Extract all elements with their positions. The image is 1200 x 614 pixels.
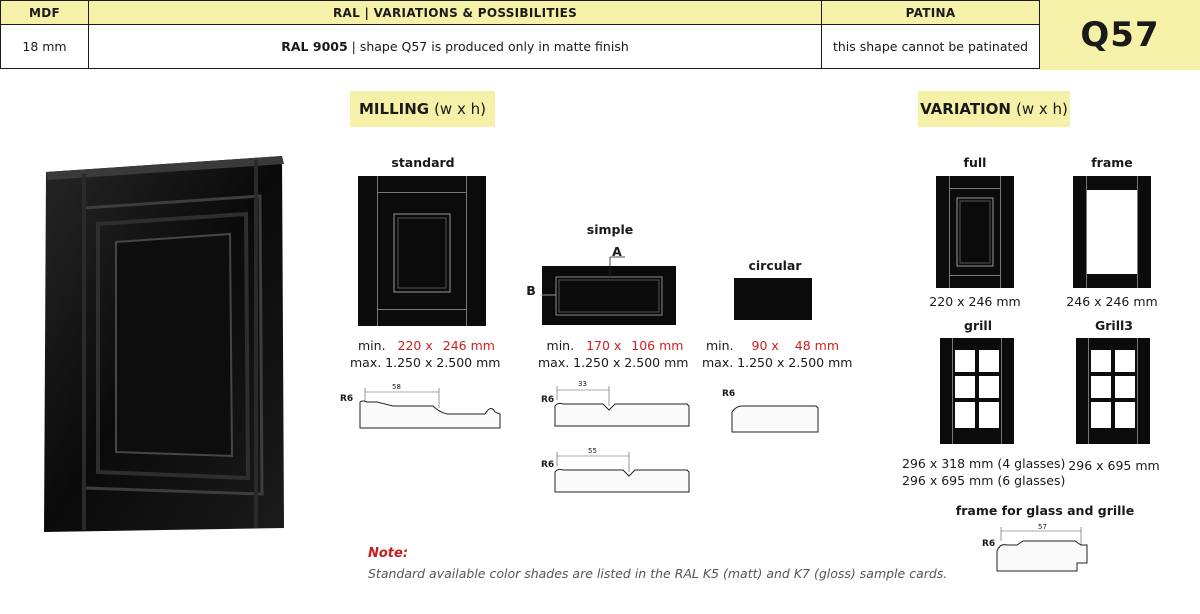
full-label: full (963, 155, 987, 170)
circular-panel (734, 278, 812, 320)
grill-label: grill (964, 318, 992, 333)
simple-min (545, 338, 685, 353)
frame-glass-profile (995, 527, 1095, 575)
full-size: 220 x 246 mm (929, 294, 1021, 309)
standard-label: standard (391, 155, 455, 170)
note-text: Standard available color shades are listed in the RAL K5 (matt) and K7 (gloss) sample cards. (368, 566, 948, 581)
standard-min-width: 220 x (397, 338, 433, 353)
spec-table (0, 0, 1040, 69)
frame-label: frame (1091, 155, 1133, 170)
simple-max: max. 1.250 x 2.500 mm (538, 355, 689, 370)
grill3-size: 296 x 695 mm (1068, 458, 1160, 473)
simple-min-height: 106 mm (631, 338, 684, 353)
door-image (40, 150, 290, 540)
grill-panel (940, 338, 1014, 444)
patina-header: PATINA (822, 1, 1040, 25)
simple-panel (540, 257, 678, 327)
standard-min-prefix: min. (358, 338, 386, 353)
simple-marker-a: A (612, 244, 622, 259)
simple-profile-radius: R6 (541, 395, 555, 405)
standard-profile-dim: 58 (392, 383, 401, 391)
simple-profile2-dim: 55 (588, 447, 597, 455)
simple-profile-2 (553, 450, 693, 496)
simple-min-width: 170 x (586, 338, 622, 353)
circular-profile-radius: R6 (722, 389, 736, 399)
variation-dim: (w x h) (1016, 100, 1068, 118)
circular-min-height: 48 mm (794, 338, 840, 353)
milling-dim: (w x h) (434, 100, 486, 118)
model-code: Q57 (1040, 0, 1200, 70)
standard-profile (355, 386, 505, 432)
grill-size-1: 296 x 318 mm (4 glasses) (902, 456, 1066, 471)
ral-description: | shape Q57 is produced only in matte finish (347, 39, 629, 54)
frame-glass-profile-radius: R6 (982, 539, 996, 549)
ral-code: RAL 9005 (281, 39, 348, 54)
grill3-label: Grill3 (1095, 318, 1133, 333)
simple-profile2-radius: R6 (541, 460, 555, 470)
standard-panel (358, 176, 486, 326)
circular-min-width: 90 x (751, 338, 779, 353)
variation-title: VARIATION (920, 100, 1011, 118)
note-title: Note: (368, 546, 409, 561)
milling-label (350, 91, 495, 127)
circular-label: circular (748, 258, 802, 273)
standard-min-height: 246 mm (442, 338, 495, 353)
standard-min (358, 338, 495, 353)
circular-profile (730, 396, 820, 436)
mdf-header: MDF (1, 1, 89, 25)
ral-header: RAL | VARIATIONS & POSSIBILITIES (89, 1, 822, 25)
patina-value: this shape cannot be patinated (822, 25, 1040, 69)
circular-min (705, 338, 840, 353)
frame-panel (1073, 176, 1151, 288)
grill3-panel (1076, 338, 1150, 444)
frame-size: 246 x 246 mm (1066, 294, 1158, 309)
standard-max: max. 1.250 x 2.500 mm (350, 355, 501, 370)
circular-max: max. 1.250 x 2.500 mm (702, 355, 853, 370)
milling-title: MILLING (359, 100, 430, 118)
simple-label: simple (586, 222, 634, 237)
simple-marker-b: B (526, 283, 536, 298)
simple-profile-dim: 33 (578, 380, 587, 388)
variation-label (918, 91, 1070, 127)
standard-profile-radius: R6 (340, 394, 354, 404)
frame-glass-label: frame for glass and grille (955, 503, 1135, 518)
grill-size-2: 296 x 695 mm (6 glasses) (902, 473, 1066, 488)
circular-min-prefix: min. (705, 338, 734, 353)
mdf-value: 18 mm (1, 25, 89, 69)
ral-value (89, 25, 822, 69)
simple-min-prefix: min. (546, 338, 575, 353)
frame-glass-profile-dim: 57 (1038, 523, 1047, 531)
simple-profile (553, 384, 693, 430)
full-panel (936, 176, 1014, 288)
